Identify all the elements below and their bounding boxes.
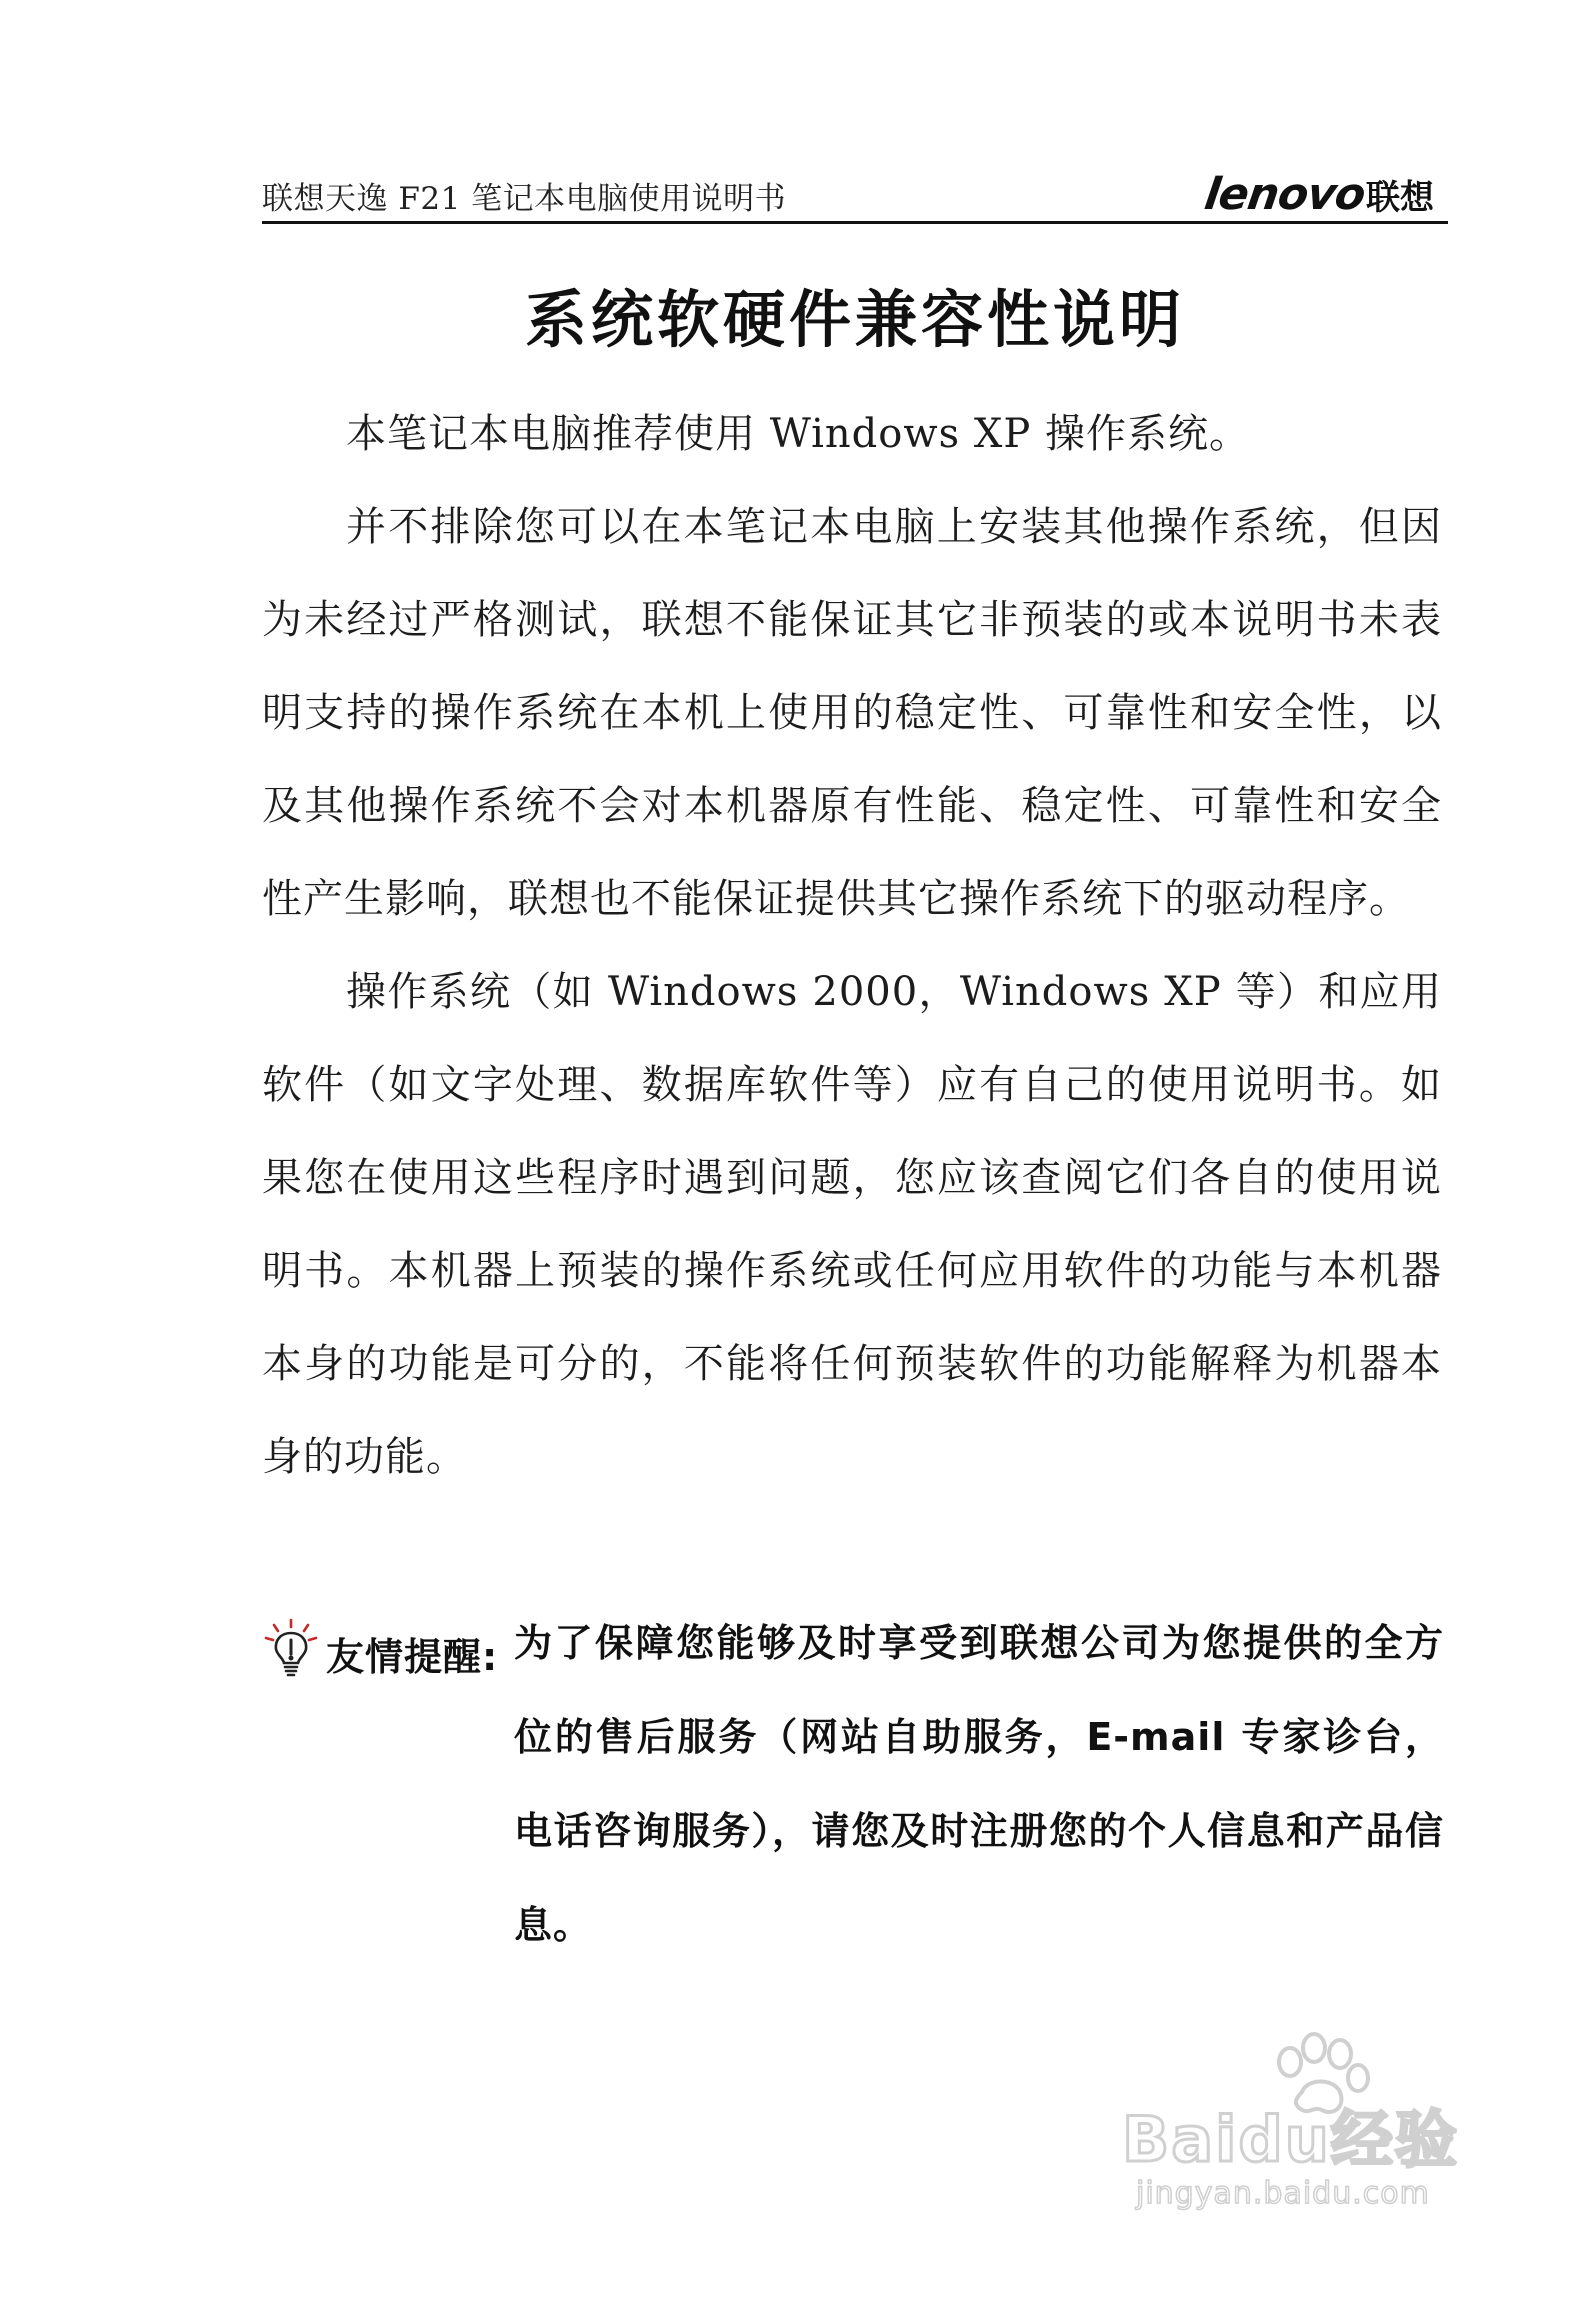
tip-text: 为了保障您能够及时享受到联想公司为您提供的全方位的售后服务（网站自助服务，E-mail 专家诊台，电话咨询服务），请您及时注册您的个人信息和产品信息。 — [514, 1621, 1444, 1947]
watermark-url: jingyan.baidu.com — [1136, 2176, 1430, 2211]
tip-label: 友情提醒: — [326, 1635, 499, 1679]
lightbulb-icon — [262, 1618, 320, 1678]
paragraph-2: 并不排除您可以在本笔记本电脑上安装其他操作系统，但因为未经过严格测试，联想不能保证其它非预装的或本说明书未表明支持的操作系统在本机上使用的稳定性、可靠性和安全性，以及其他操作系统不会对本机器原有性能、稳定性、可靠性和安全性产生影响，联想也不能保证提供其它操作系统下的驱动程序。 — [262, 504, 1442, 922]
page-title: 系统软硬件兼容性说明 — [524, 283, 1185, 356]
paragraph-1: 本笔记本电脑推荐使用 Windows XP 操作系统。 — [346, 411, 1250, 457]
document-body — [262, 388, 1442, 1504]
page-header — [262, 169, 1448, 224]
lenovo-logo — [1201, 169, 1434, 220]
logo-wordmark: lenovo — [1201, 169, 1368, 220]
header-divider — [262, 221, 1448, 224]
paragraph-3: 操作系统（如 Windows 2000，Windows XP 等）和应用软件（如文字处理、数据库软件等）应有自己的使用说明书。如果您在使用这些程序时遇到问题，您应该查阅它们各自的使用说明书。本机器上预装的操作系统或任何应用软件的功能与本机器本身的功能是可分的，不能将任何预装软件的功能解释为机器本身的功能。 — [262, 969, 1442, 1480]
watermark-brand: Baidu经验 — [1122, 2103, 1459, 2176]
logo-chinese: 联想 — [1366, 178, 1434, 218]
header-title: 联想天逸 F21 笔记本电脑使用说明书 — [262, 181, 787, 217]
baidu-watermark — [1122, 2072, 1522, 2222]
